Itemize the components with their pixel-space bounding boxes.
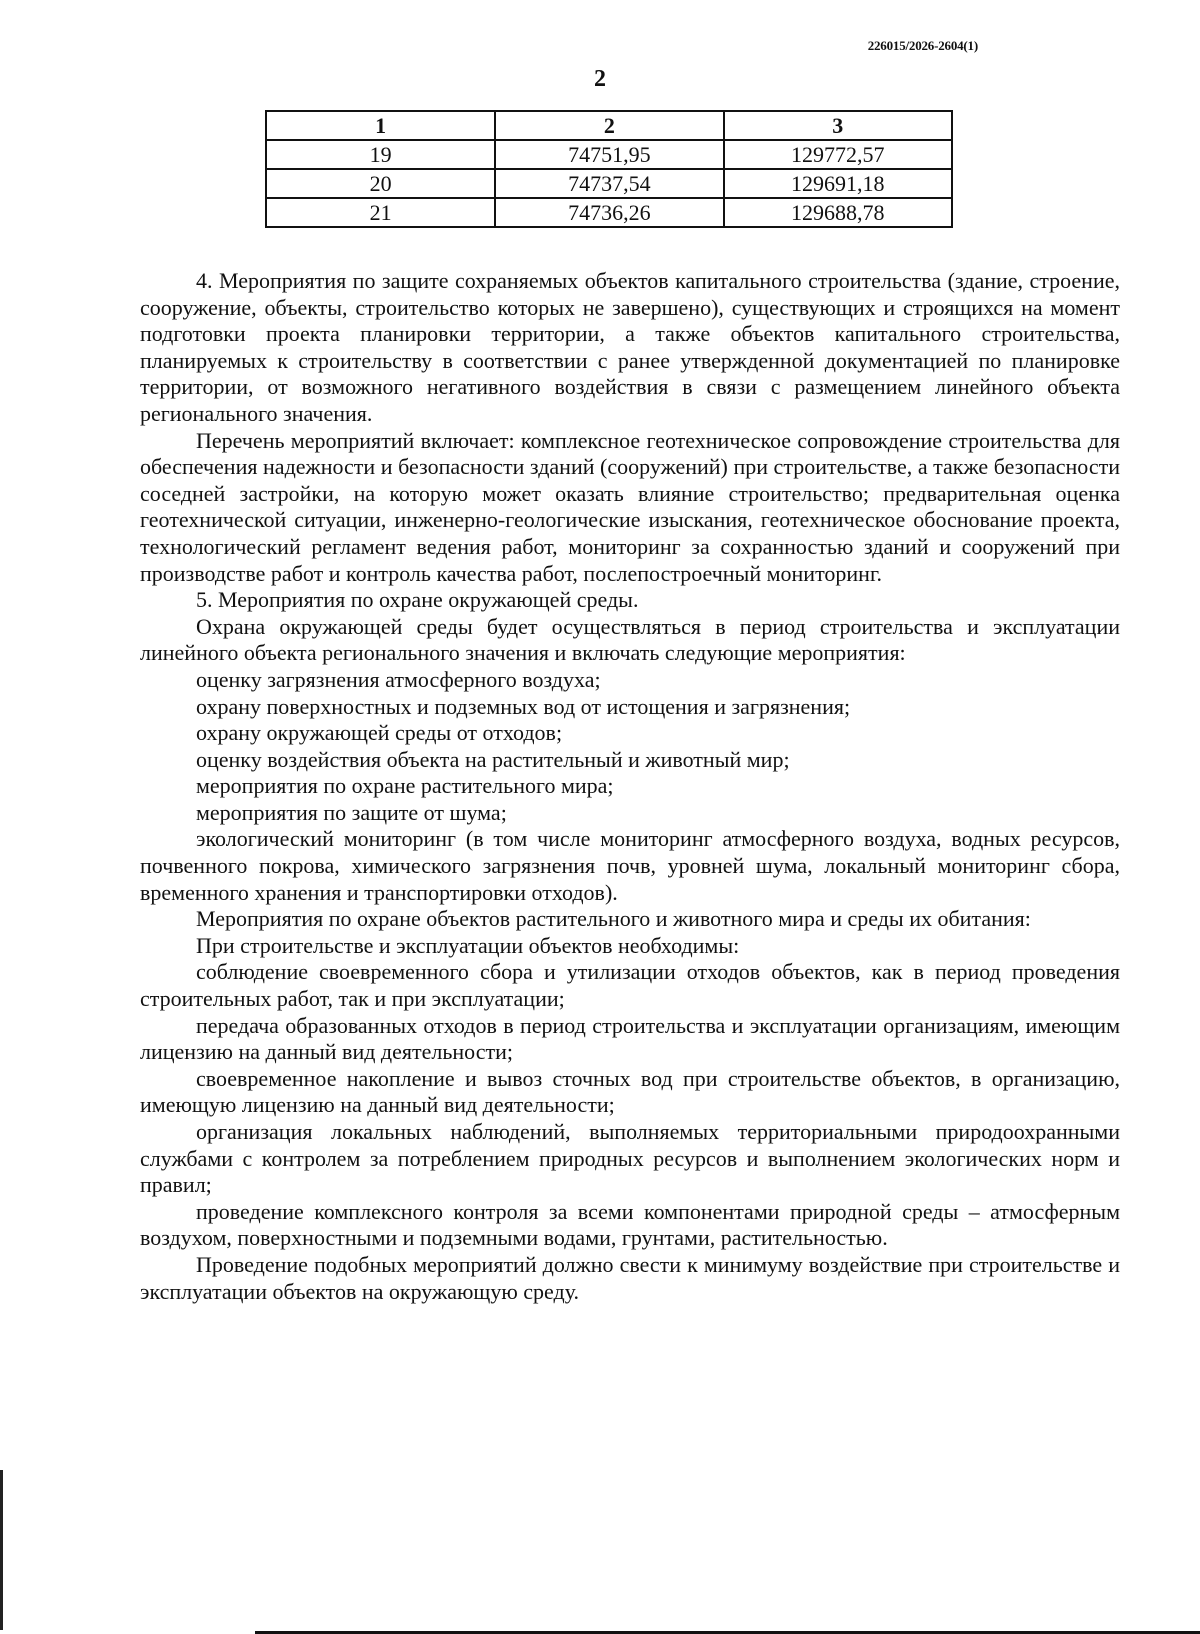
list-item: соблюдение своевременного сбора и утилизации отходов объектов, как в период проведения строительных работ, так и при эксплуатации;	[140, 959, 1120, 1012]
document-body	[140, 268, 1120, 1305]
list-item: охрану окружающей среды от отходов;	[196, 720, 563, 746]
list-item: экологический мониторинг (в том числе мониторинг атмосферного воздуха, водных ресурсов, почвенного покрова, химического загрязнения почв, уровней шума, локальный мониторинг сбора, временного хранения и транспортировки отходов).	[140, 826, 1120, 905]
list-item: оценку воздействия объекта на растительный и животный мир;	[196, 746, 790, 772]
list-item: передача образованных отходов в период строительства и эксплуатации организациям, имеющим лицензию на данный вид деятельности;	[140, 1012, 1120, 1065]
table-row	[266, 140, 952, 169]
list-item: организация локальных наблюдений, выполняемых территориальными природоохранными службами с контролем за потреблением природных ресурсов и выполнением экологических норм и правил;	[140, 1119, 1120, 1198]
table-row	[266, 198, 952, 227]
x-coordinate-cell: 74737,54	[495, 169, 723, 198]
point-number-cell: 20	[266, 169, 495, 198]
y-coordinate-cell: 129688,78	[724, 198, 952, 227]
list-item: мероприятия по защите от шума;	[196, 799, 507, 825]
point-number-cell: 21	[266, 198, 495, 227]
coordinates-table	[265, 110, 953, 228]
column-header: 1	[266, 111, 495, 140]
column-header: 2	[495, 111, 723, 140]
list-item: охрану поверхностных и подземных вод от истощения и загрязнения;	[196, 693, 851, 719]
list-item: мероприятия по охране растительного мира;	[196, 773, 614, 799]
conclusion-paragraph: Проведение подобных мероприятий должно свести к минимуму воздействие при строительстве и эксплуатации объектов на окружающую среду.	[140, 1251, 1120, 1304]
y-coordinate-cell: 129772,57	[724, 140, 952, 169]
list-item: своевременное накопление и вывоз сточных вод при строительстве объектов, в организацию, имеющую лицензию на данный вид деятельности;	[140, 1065, 1120, 1118]
list-item: проведение комплексного контроля за всеми компонентами природной среды – атмосферным воздухом, поверхностными и подземными водами, грунтами, растительностью.	[140, 1198, 1120, 1251]
point-number-cell: 19	[266, 140, 495, 169]
document-registration-number: 226015/2026-2604(1)	[867, 38, 978, 53]
section-4-paragraph: 4. Мероприятия по защите сохраняемых объектов капитального строительства (здание, строение, сооружение, объекты, строительство которых не завершено), существующих и строящихся на момент подготовки проекта планировки территории, а также объектов капитального строительства, планируемых к строительству в соответствии с ранее утвержденной документацией по планировке территории, от возможного негативного воздействия в связи с размещением линейного объекта регионального значения.	[140, 268, 1120, 426]
section-5-heading: 5. Мероприятия по охране окружающей среды.	[196, 587, 639, 613]
x-coordinate-cell: 74751,95	[495, 140, 723, 169]
x-coordinate-cell: 74736,26	[495, 198, 723, 227]
requirements-intro-paragraph: При строительстве и эксплуатации объектов необходимы:	[196, 932, 740, 958]
page-number: 2	[594, 66, 606, 92]
scan-edge-left	[0, 1470, 3, 1630]
flora-fauna-paragraph: Мероприятия по охране объектов растительного и животного мира и среды их обитания:	[196, 906, 1031, 932]
environment-protection-paragraph: Охрана окружающей среды будет осуществляться в период строительства и эксплуатации линейного объекта регионального значения и включать следующие мероприятия:	[140, 613, 1120, 666]
list-item: оценку загрязнения атмосферного воздуха;	[196, 666, 601, 692]
measures-list-paragraph: Перечень мероприятий включает: комплексное геотехническое сопровождение строительства для обеспечения надежности и безопасности зданий (сооружений) при строительстве, а также безопасности соседней застройки, на которую может оказать влияние строительство; предварительная оценка геотехнической ситуации, инженерно-геологические изыскания, геотехническое обоснование проекта, технологический регламент ведения работ, мониторинг за сохранностью зданий и сооружений при производстве работ и контроль качества работ, послепостроечный мониторинг.	[140, 427, 1120, 586]
table-header-row	[266, 111, 952, 140]
table-row	[266, 169, 952, 198]
y-coordinate-cell: 129691,18	[724, 169, 952, 198]
column-header: 3	[724, 111, 952, 140]
